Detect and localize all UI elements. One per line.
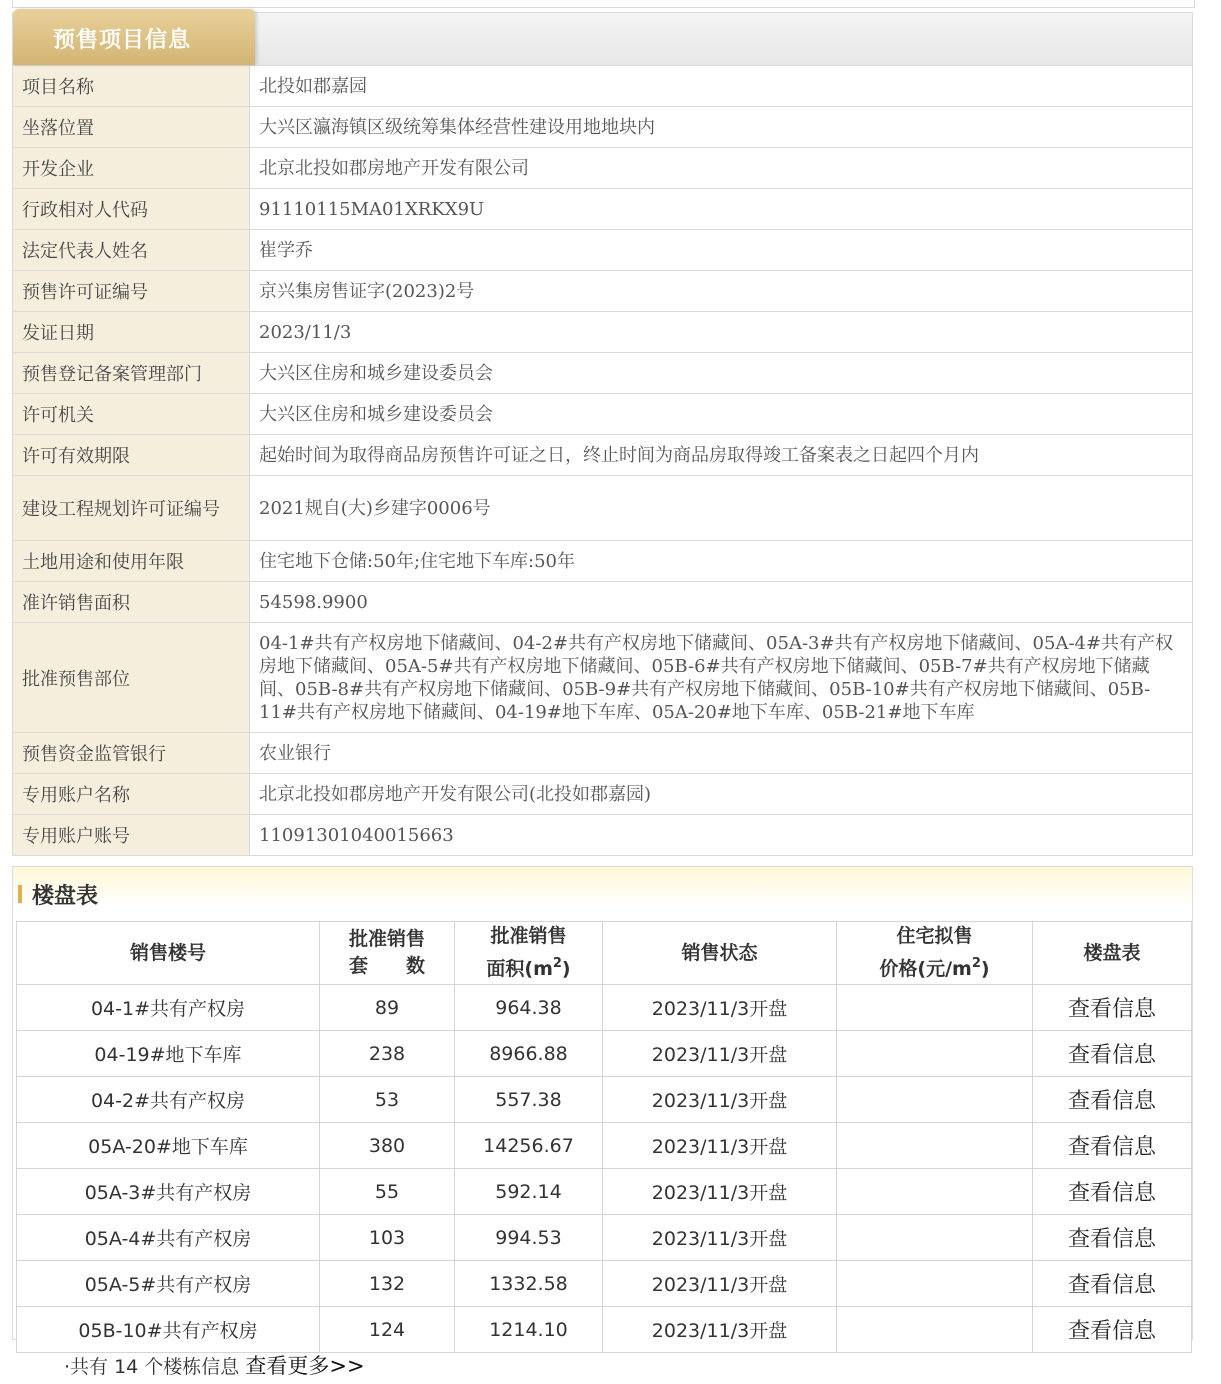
heading-accent-bar [18, 885, 22, 903]
info-key: 预售许可证编号 [13, 271, 250, 312]
table-row [17, 1169, 1192, 1215]
info-key: 项目名称 [13, 66, 250, 107]
info-value: 北京北投如郡房地产开发有限公司 [250, 148, 1193, 189]
info-value: 大兴区瀛海镇区级统筹集体经营性建设用地地块内 [250, 107, 1193, 148]
area-cell: 592.14 [455, 1169, 603, 1215]
table-row [17, 1215, 1192, 1261]
info-key: 行政相对人代码 [13, 189, 250, 230]
status-cell: 2023/11/3开盘 [603, 985, 837, 1031]
info-row [13, 107, 1193, 148]
units-cell: 103 [320, 1215, 455, 1261]
info-key: 法定代表人姓名 [13, 230, 250, 271]
building-table-title: 楼盘表 [32, 884, 99, 909]
info-row [13, 353, 1193, 394]
area-cell: 1332.58 [455, 1261, 603, 1307]
building-count-text: ·共有 14 个楼栋信息 [64, 1356, 240, 1378]
view-info-link[interactable]: 查看信息 [1033, 1215, 1192, 1261]
price-cell [837, 1307, 1033, 1353]
units-cell: 124 [320, 1307, 455, 1353]
area-cell: 964.38 [455, 985, 603, 1031]
info-row [13, 189, 1193, 230]
price-cell [837, 1031, 1033, 1077]
status-cell: 2023/11/3开盘 [603, 1031, 837, 1077]
section-tab[interactable] [13, 9, 255, 65]
units-cell: 132 [320, 1261, 455, 1307]
building-count-footer [64, 1350, 365, 1380]
price-cell [837, 1123, 1033, 1169]
info-row [13, 148, 1193, 189]
units-cell: 380 [320, 1123, 455, 1169]
header-price: 住宅拟售 价格(元$/m^2$) [837, 922, 1033, 985]
table-row [17, 1261, 1192, 1307]
status-cell: 2023/11/3开盘 [603, 1077, 837, 1123]
info-value: 2021规自(大)乡建字0006号 [250, 476, 1193, 541]
area-cell: 1214.10 [455, 1307, 603, 1353]
info-row [13, 435, 1193, 476]
info-value: 91110115MA01XRKX9U [250, 189, 1193, 230]
price-cell [837, 985, 1033, 1031]
section-tab-bar [12, 12, 1193, 65]
info-row [13, 271, 1193, 312]
info-row [13, 476, 1193, 541]
top-panel-edge [12, 0, 1195, 8]
info-value: 京兴集房售证字(2023)2号 [250, 271, 1193, 312]
info-value: 北京北投如郡房地产开发有限公司(北投如郡嘉园) [250, 774, 1193, 815]
info-key: 坐落位置 [13, 107, 250, 148]
info-value: 大兴区住房和城乡建设委员会 [250, 353, 1193, 394]
building-cell: 05A-5#共有产权房 [17, 1261, 320, 1307]
units-cell: 238 [320, 1031, 455, 1077]
info-value: 04-1#共有产权房地下储藏间、04-2#共有产权房地下储藏间、05A-3#共有产权房地下储藏间、05A-4#共有产权房地下储藏间、05A-5#共有产权房地下储藏间、05B-6#共有产权房地下储藏间、05B-7#共有产权房地下储藏间、05B-8#共有产权房地下储藏间、05B-9#共有产权房地下储藏间、05B-10#共有产权房地下储藏间、05B-11#共有产权房地下储藏间、04-19#地下车库、05A-20#地下车库、05B-21#地下车库 [250, 623, 1193, 733]
info-key: 专用账户名称 [13, 774, 250, 815]
view-info-link[interactable]: 查看信息 [1033, 1077, 1192, 1123]
header-table: 楼盘表 [1033, 922, 1192, 985]
info-key: 批准预售部位 [13, 623, 250, 733]
units-cell: 89 [320, 985, 455, 1031]
status-cell: 2023/11/3开盘 [603, 1123, 837, 1169]
info-row [13, 394, 1193, 435]
info-value: 起始时间为取得商品房预售许可证之日，终止时间为商品房取得竣工备案表之日起四个月内 [250, 435, 1193, 476]
info-value: 住宅地下仓储:50年;住宅地下车库:50年 [250, 541, 1193, 582]
table-row [17, 985, 1192, 1031]
table-row [17, 1031, 1192, 1077]
price-cell [837, 1169, 1033, 1215]
building-cell: 05B-10#共有产权房 [17, 1307, 320, 1353]
view-info-link[interactable]: 查看信息 [1033, 1169, 1192, 1215]
info-row [13, 733, 1193, 774]
price-cell [837, 1261, 1033, 1307]
info-key: 建设工程规划许可证编号 [13, 476, 250, 541]
units-cell: 55 [320, 1169, 455, 1215]
info-key: 准许销售面积 [13, 582, 250, 623]
info-key: 发证日期 [13, 312, 250, 353]
info-row [13, 312, 1193, 353]
building-cell: 05A-3#共有产权房 [17, 1169, 320, 1215]
building-table-panel [12, 866, 1193, 1344]
status-cell: 2023/11/3开盘 [603, 1215, 837, 1261]
info-key: 许可有效期限 [13, 435, 250, 476]
section-title: 预售项目信息 [53, 28, 192, 53]
info-value: 北投如郡嘉园 [250, 66, 1193, 107]
info-key: 专用账户账号 [13, 815, 250, 856]
area-cell: 994.53 [455, 1215, 603, 1261]
presale-info-table [12, 65, 1193, 856]
view-info-link[interactable]: 查看信息 [1033, 1261, 1192, 1307]
header-units: 批准销售 套 数 [320, 922, 455, 985]
info-value: 54598.9900 [250, 582, 1193, 623]
building-table-header-row [17, 922, 1192, 985]
info-row [13, 230, 1193, 271]
info-key: 土地用途和使用年限 [13, 541, 250, 582]
info-value: 大兴区住房和城乡建设委员会 [250, 394, 1193, 435]
building-cell: 04-1#共有产权房 [17, 985, 320, 1031]
info-row [13, 815, 1193, 856]
table-row [17, 1123, 1192, 1169]
view-info-link[interactable]: 查看信息 [1033, 1123, 1192, 1169]
building-table [16, 921, 1192, 1353]
building-cell: 05A-4#共有产权房 [17, 1215, 320, 1261]
info-key: 开发企业 [13, 148, 250, 189]
view-info-link[interactable]: 查看信息 [1033, 985, 1192, 1031]
area-cell: 8966.88 [455, 1031, 603, 1077]
info-key: 许可机关 [13, 394, 250, 435]
view-info-link[interactable]: 查看信息 [1033, 1307, 1192, 1353]
area-cell: 557.38 [455, 1077, 603, 1123]
units-cell: 53 [320, 1077, 455, 1123]
price-cell [837, 1077, 1033, 1123]
building-cell: 05A-20#地下车库 [17, 1123, 320, 1169]
info-row [13, 582, 1193, 623]
header-status: 销售状态 [603, 922, 837, 985]
info-value: 农业银行 [250, 733, 1193, 774]
info-row [13, 66, 1193, 107]
info-row [13, 541, 1193, 582]
info-key: 预售登记备案管理部门 [13, 353, 250, 394]
area-cell: 14256.67 [455, 1123, 603, 1169]
info-value: 11091301040015663 [250, 815, 1193, 856]
header-area: 批准销售 面积$(m^2)$ [455, 922, 603, 985]
status-cell: 2023/11/3开盘 [603, 1307, 837, 1353]
price-cell [837, 1215, 1033, 1261]
header-building: 销售楼号 [17, 922, 320, 985]
building-cell: 04-19#地下车库 [17, 1031, 320, 1077]
view-more-link[interactable]: 查看更多>> [245, 1354, 365, 1378]
info-row [13, 623, 1193, 733]
info-value: 2023/11/3 [250, 312, 1193, 353]
table-row [17, 1077, 1192, 1123]
presale-info-panel [12, 12, 1193, 856]
status-cell: 2023/11/3开盘 [603, 1169, 837, 1215]
table-row [17, 1307, 1192, 1353]
info-value: 崔学乔 [250, 230, 1193, 271]
info-row [13, 774, 1193, 815]
info-key: 预售资金监管银行 [13, 733, 250, 774]
building-cell: 04-2#共有产权房 [17, 1077, 320, 1123]
status-cell: 2023/11/3开盘 [603, 1261, 837, 1307]
view-info-link[interactable]: 查看信息 [1033, 1031, 1192, 1077]
